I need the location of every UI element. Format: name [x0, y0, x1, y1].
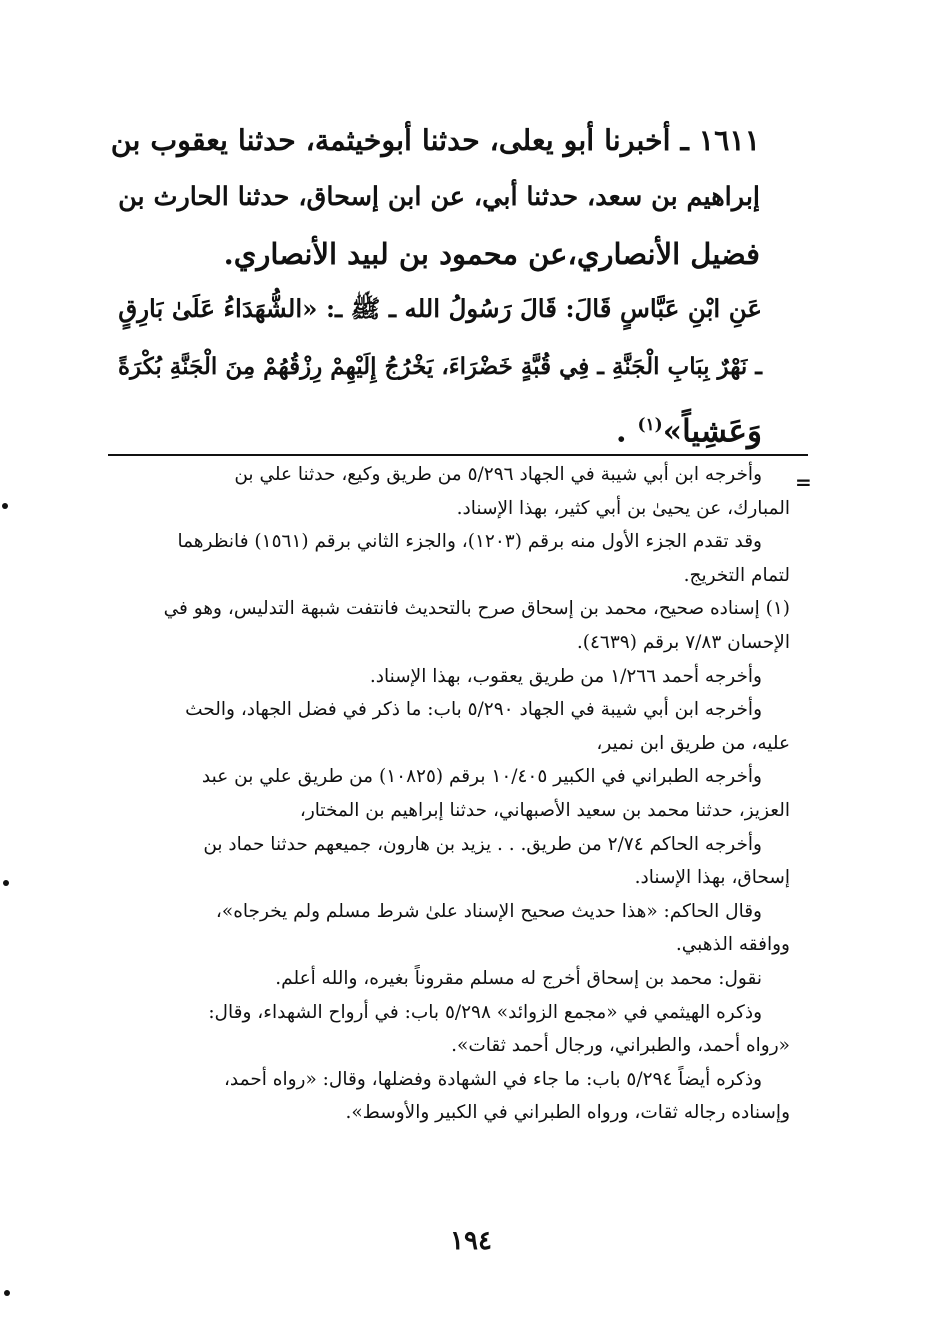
- footnote-separator: [108, 454, 808, 456]
- matn-text: وَعَشِياً»: [662, 413, 762, 450]
- isnad-line: ١٦١١ ـ أخبرنا أبو يعلى، حدثنا أبوخيثمة، حدثنا يعقوب بن: [110, 123, 760, 157]
- footnote-line: لتمام التخريج.: [683, 564, 790, 586]
- hadith-matn: [108, 280, 762, 460]
- footnote-line: وقد تقدم الجزء الأول منه برقم (١٢٠٣)، والجزء الثاني برقم (١٥٦١) فانظرهما: [177, 531, 762, 553]
- footnote-reference: (١): [637, 415, 663, 435]
- scan-speck: [2, 503, 8, 509]
- footnote-line: وذكره الهيثمي في «مجمع الزوائد» ٥/٢٩٨ باب: في أرواح الشهداء، وقال:: [208, 1001, 762, 1023]
- footnote-line: وأخرجه الحاكم ٢/٧٤ من طريق. . . يزيد بن هارون، جميعهم حدثنا حماد بن: [203, 833, 762, 855]
- continuation-marker: =: [795, 470, 812, 494]
- matn-line: عَنِ ابْنِ عَبَّاسٍ قَالَ: قَالَ رَسُولُ الله ـ ﷺ ـ: «الشُّهَدَاءُ عَلَىٰ بَارِقٍ: [118, 294, 762, 323]
- footnote-line: الإحسان ٧/٨٣ برقم (٤٦٣٩).: [576, 631, 790, 653]
- footnote-line: المبارك، عن يحيىٰ بن أبي كثير، بهذا الإسناد.: [456, 497, 790, 519]
- footnote-line: ووافقه الذهبي.: [675, 934, 790, 956]
- isnad-line: فضيل الأنصاري،عن محمود بن لبيد الأنصاري.: [223, 237, 760, 271]
- footnote-line: وأخرجه الطبراني في الكبير ١٠/٤٠٥ برقم (١٠٨٢٥) من طريق علي بن عبد: [201, 766, 762, 788]
- footnote-line: وإسناده رجاله ثقات، ورواه الطبراني في الكبير والأوسط».: [345, 1102, 790, 1124]
- scan-speck: [4, 1290, 10, 1296]
- end-period: .: [615, 413, 627, 450]
- hadith-isnad: [108, 112, 760, 283]
- page-number: ١٩٤: [450, 1226, 492, 1256]
- footnote-line: وأخرجه ابن أبي شيبة في الجهاد ٥/٢٩٠ باب: ما ذكر في فضل الجهاد، والحث: [185, 699, 762, 721]
- footnote-line: «رواه أحمد، والطبراني، ورجال أحمد ثقات».: [451, 1035, 790, 1057]
- matn-line: ـ نَهْرٌ بِبَابِ الْجَنَّةِ ـ فِي قُبَّةٍ خَضْرَاءَ، يَخْرُجُ إِلَيْهِمْ رِزْقُهُمْ مِنَ الْجَنَّةِ بُكْرَةً: [117, 353, 762, 380]
- footnote-line: (١) إسناده صحيح، محمد بن إسحاق صرح بالتحديث فانتفت شبهة التدليس، وهو في: [163, 598, 790, 620]
- scan-speck: [3, 880, 9, 886]
- footnote-line: وأخرجه أحمد ١/٢٦٦ من طريق يعقوب، بهذا الإسناد.: [369, 665, 762, 687]
- footnote-line: وأخرجه ابن أبي شيبة في الجهاد ٥/٢٩٦ من طريق وكيع، حدثنا علي بن: [234, 464, 762, 485]
- footnote-line: وذكره أيضاً ٥/٢٩٤ باب: ما جاء في الشهادة وفضلها، وقال: «رواه أحمد،: [223, 1068, 762, 1090]
- footnotes: [100, 458, 790, 1130]
- footnote-line: وقال الحاكم: «هذا حديث صحيح الإسناد علىٰ شرط مسلم ولم يخرجاه»،: [215, 900, 762, 922]
- footnote-line: إسحاق، بهذا الإسناد.: [634, 867, 790, 889]
- isnad-line: إبراهيم بن سعد، حدثنا أبي، عن ابن إسحاق، حدثنا الحارث بن: [118, 182, 760, 212]
- footnote-line: نقول: محمد بن إسحاق أخرج له مسلم مقروناً بغيره، والله أعلم.: [275, 967, 762, 989]
- footnote-line: عليه، من طريق ابن نمير،: [596, 732, 790, 754]
- matn-line-last: [108, 396, 762, 460]
- footnote-line: العزيز، حدثنا محمد بن سعيد الأصبهاني، حدثنا إبراهيم بن المختار،: [299, 799, 790, 821]
